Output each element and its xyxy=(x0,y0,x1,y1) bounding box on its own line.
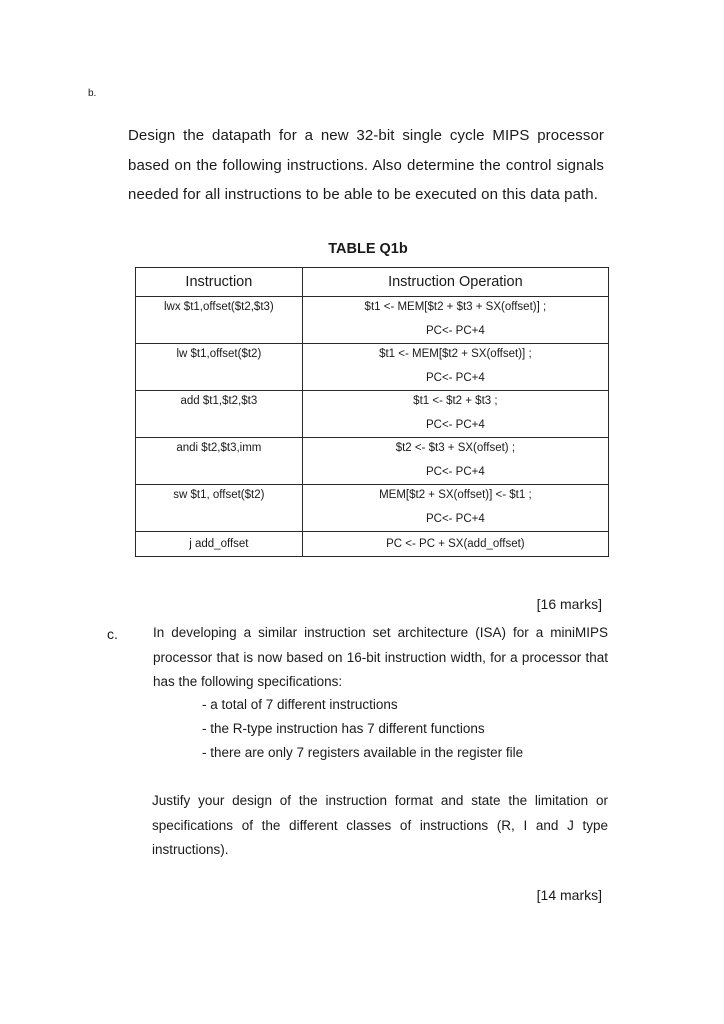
section-c-marks: [14 marks] xyxy=(536,887,602,903)
operation-line1: MEM[$t2 + SX(offset)] <- $t1 ; xyxy=(379,489,532,501)
operation-cell xyxy=(302,344,608,391)
instruction-table xyxy=(135,267,609,557)
instruction-cell xyxy=(136,344,303,391)
instruction-text: lwx $t1,offset($t2,$t3) xyxy=(164,301,274,313)
instruction-text: andi $t2,$t3,imm xyxy=(176,442,262,454)
table-title: TABLE Q1b xyxy=(328,241,408,257)
spec-item: - there are only 7 registers available in the register file xyxy=(202,745,524,760)
operation-line1: $t1 <- MEM[$t2 + SX(offset)] ; xyxy=(379,348,532,360)
operation-line1: $t1 <- $t2 + $t3 ; xyxy=(413,395,498,407)
instruction-text: lw $t1,offset($t2) xyxy=(176,348,262,360)
instruction-text: add $t1,$t2,$t3 xyxy=(180,395,258,407)
instruction-cell xyxy=(136,438,303,485)
table-row xyxy=(136,391,609,438)
spec-item: - the R-type instruction has 7 different functions xyxy=(202,721,485,736)
operation-cell xyxy=(302,438,608,485)
operation-line2: PC<- PC+4 xyxy=(425,419,485,431)
instruction-cell xyxy=(136,297,303,344)
operation-line2: PC<- PC+4 xyxy=(425,372,485,384)
table-row xyxy=(136,438,609,485)
operation-line1: $t1 <- MEM[$t2 + $t3 + SX(offset)] ; xyxy=(364,301,547,313)
spec-item: - a total of 7 different instructions xyxy=(202,697,398,712)
section-c-label: c. xyxy=(107,626,118,642)
table-row xyxy=(136,344,609,391)
table-row xyxy=(136,532,609,557)
operation-cell xyxy=(302,297,608,344)
instruction-text: sw $t1, offset($t2) xyxy=(173,489,265,501)
section-b-intro: Design the datapath for a new 32-bit single cycle MIPS processor based on the following instructions. Also determine the control signals needed for all instructions to be able to be executed on this data path. xyxy=(128,127,604,203)
operation-cell: PC <- PC + SX(add_offset) xyxy=(302,532,608,557)
operation-line2: PC<- PC+4 xyxy=(425,466,485,478)
instruction-cell xyxy=(136,391,303,438)
section-c-question: Justify your design of the instruction format and state the limitation or specifications of the different classes of instructions (R, I and J type instructions). xyxy=(152,793,608,857)
header-operation: Instruction Operation xyxy=(302,268,608,297)
table-header-row xyxy=(136,268,609,297)
table-row xyxy=(136,297,609,344)
table-row xyxy=(136,485,609,532)
instruction-cell: j add_offset xyxy=(136,532,303,557)
operation-cell xyxy=(302,485,608,532)
operation-line2: PC<- PC+4 xyxy=(425,513,485,525)
section-b-marks: [16 marks] xyxy=(536,596,602,612)
instruction-cell xyxy=(136,485,303,532)
operation-line1: $t2 <- $t3 + SX(offset) ; xyxy=(395,442,516,454)
header-instruction: Instruction xyxy=(136,268,303,297)
section-c-intro: In developing a similar instruction set architecture (ISA) for a miniMIPS processor that is now based on 16-bit instruction width, for a processor that has the following specifications: xyxy=(153,625,608,689)
section-b-label: b. xyxy=(88,88,97,99)
operation-line2: PC<- PC+4 xyxy=(425,325,485,337)
operation-cell xyxy=(302,391,608,438)
